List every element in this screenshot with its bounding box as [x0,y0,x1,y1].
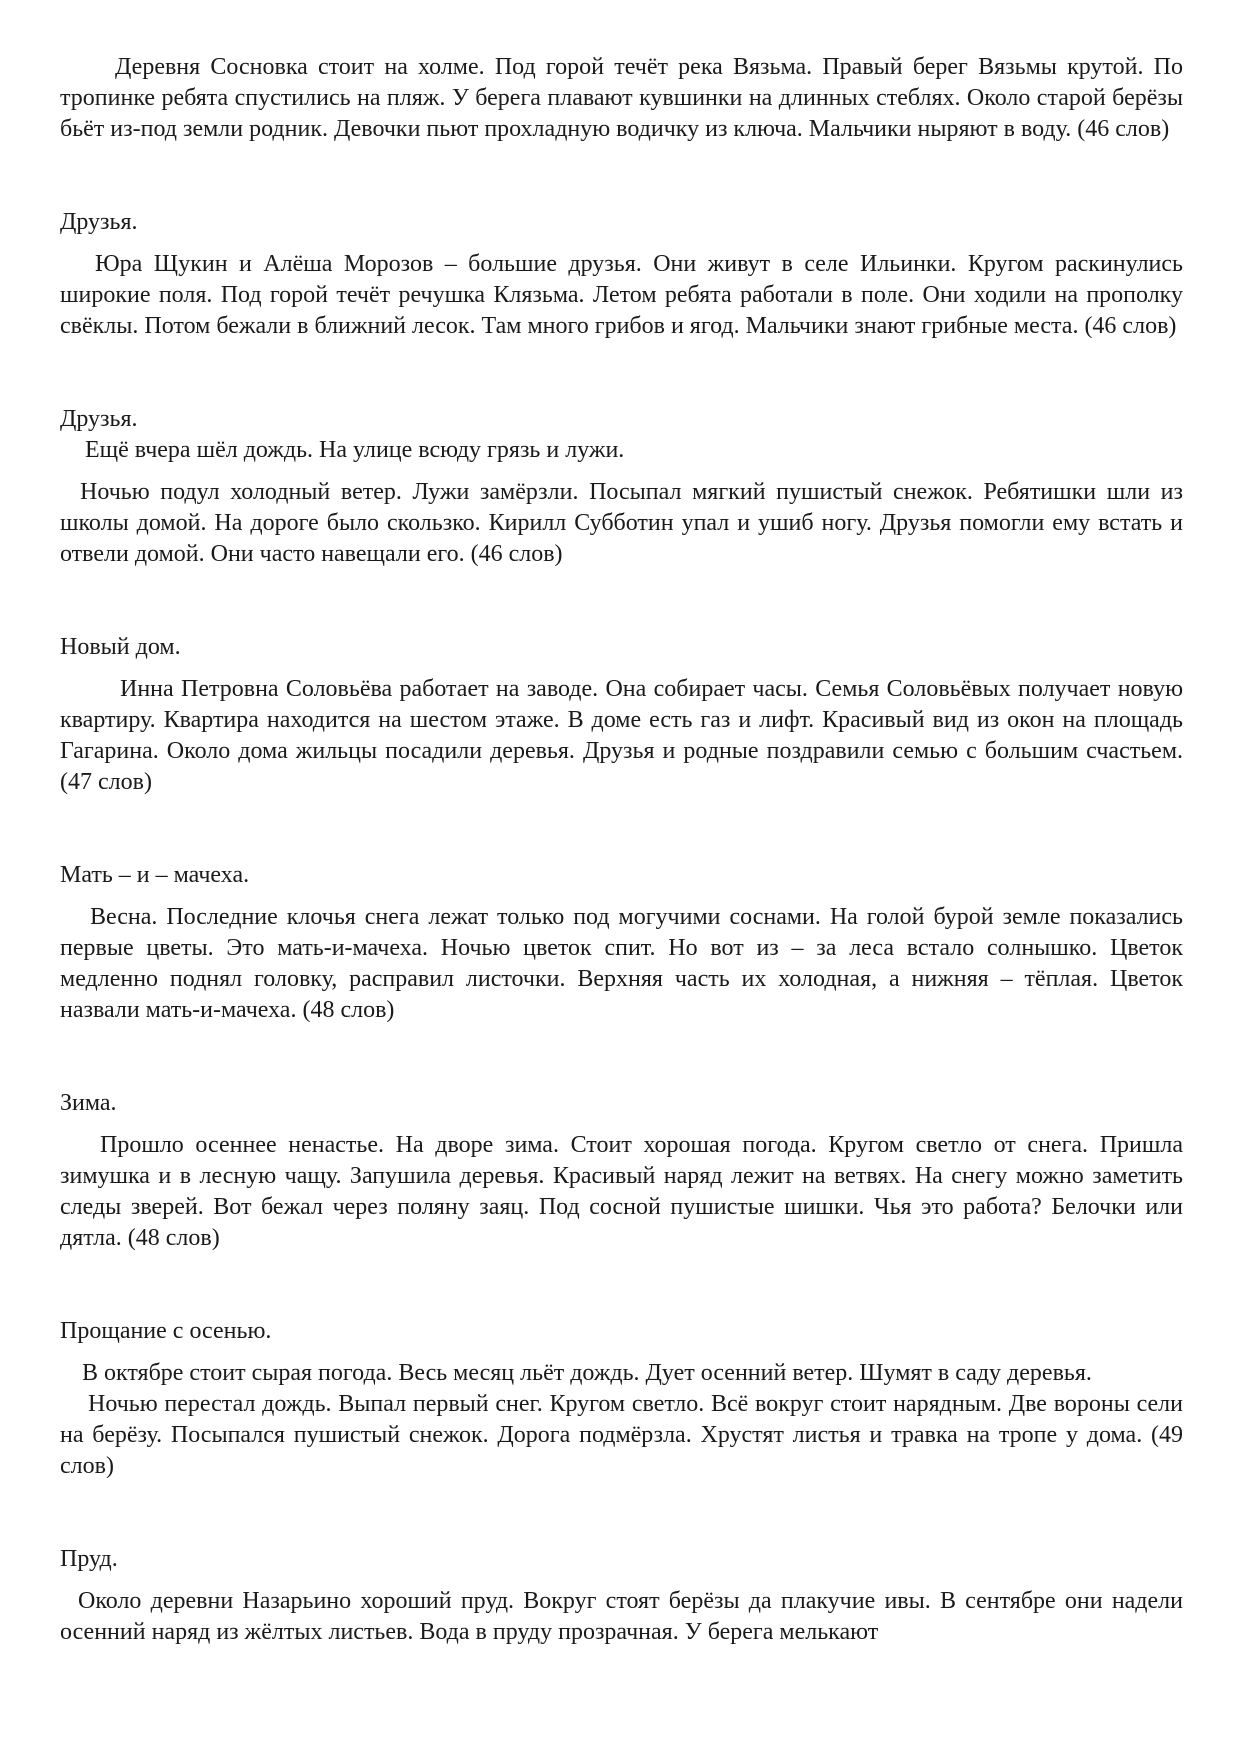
section-title: Друзья. [60,209,138,235]
spacer [60,145,1183,207]
spacer [60,663,1183,674]
spacer [60,798,1183,860]
section-winter [60,1088,1183,1254]
section-new-house [60,632,1183,798]
spacer [60,1482,1183,1544]
spacer [60,891,1183,902]
section-paragraph: Ещё вчера шёл дождь. На улице всюду грязь и лужи. [85,437,625,463]
section-pond [60,1544,1183,1648]
section-title: Прощание с осенью. [60,1318,272,1344]
section-friends-1 [60,207,1183,342]
section-paragraph: Инна Петровна Соловьёва работает на заводе. Она собирает часы. Семья Соловьёвых получает новую квартиру. Квартира находится на шестом этаже. В доме есть газ и лифт. Красивый вид из окон на площадь Гагарина. Около дома жильцы посадили деревья. Друзья и родные поздравили семью с большим счастьем. (47 слов) [60,676,1183,795]
spacer [60,570,1183,632]
spacer [60,1254,1183,1316]
section-paragraph: Прошло осеннее ненастье. На дворе зима. Стоит хорошая погода. Кругом светло от снега. Пришла зимушка и в лесную чащу. Запушила деревья. Красивый наряд лежит на ветвях. На снегу можно заметить следы зверей. Вот бежал через поляну заяц. Под сосной пушистые шишки. Чья это работа? Белочки или дятла. (48 слов) [60,1132,1183,1251]
spacer [60,342,1183,404]
section-friends-2 [60,404,1183,570]
spacer [60,1119,1183,1130]
section-paragraph: Ночью подул холодный ветер. Лужи замёрзли. Посыпал мягкий пушистый снежок. Ребятишки шли из школы домой. На дороге было скользко. Кирилл Субботин упал и ушиб ногу. Друзья помогли ему встать и отвели домой. Они часто навещали его. (46 слов) [60,479,1183,567]
spacer [60,1575,1183,1586]
section-paragraph: В октябре стоит сырая погода. Весь месяц льёт дождь. Дует осенний ветер. Шумят в саду деревья. [82,1360,1092,1386]
section-title: Друзья. [60,406,138,432]
section-autumn-farewell [60,1316,1183,1482]
section-paragraph: Юра Щукин и Алёша Морозов – большие друзья. Они живут в селе Ильинки. Кругом раскинулись широкие поля. Под горой течёт речушка Клязьма. Летом ребята работали в поле. Они ходили на прополку свёклы. Потом бежали в ближний лесок. Там много грибов и ягод. Мальчики знают грибные места. (46 слов) [60,251,1183,339]
intro-paragraph: Деревня Сосновка стоит на холме. Под горой течёт река Вязьма. Правый берег Вязьмы крутой. По тропинке ребята спустились на пляж. У берега плавают кувшинки на длинных стеблях. Около старой берёзы бьёт из-под земли родник. Девочки пьют прохладную водичку из ключа. Мальчики ныряют в воду. (46 слов) [60,54,1183,142]
section-title: Зима. [60,1090,117,1116]
spacer [60,1026,1183,1088]
intro-section [60,52,1183,145]
section-title: Мать – и – мачеха. [60,862,250,888]
section-paragraph: Ночью перестал дождь. Выпал первый снег. Кругом светло. Всё вокруг стоит нарядным. Две вороны сели на берёзу. Посыпался пушистый снежок. Дорога подмёрзла. Хрустят листья и травка на тропе у дома. (49 слов) [60,1391,1183,1479]
section-coltsfoot [60,860,1183,1026]
section-paragraph: Весна. Последние клочья снега лежат только под могучими соснами. На голой бурой земле показались первые цветы. Это мать-и-мачеха. Ночью цветок спит. Но вот из – за леса встало солнышко. Цветок медленно поднял головку, расправил листочки. Верхняя часть их холодная, а нижняя – тёплая. Цветок назвали мать-и-мачеха. (48 слов) [60,904,1183,1023]
spacer [60,238,1183,249]
section-title: Новый дом. [60,634,181,660]
section-title: Пруд. [60,1546,118,1572]
spacer [60,1347,1183,1358]
spacer [60,466,1183,477]
document-page [60,52,1183,1742]
section-paragraph: Около деревни Назарьино хороший пруд. Вокруг стоят берёзы да плакучие ивы. В сентябре они надели осенний наряд из жёлтых листьев. Вода в пруду прозрачная. У берега мелькают [60,1588,1183,1645]
